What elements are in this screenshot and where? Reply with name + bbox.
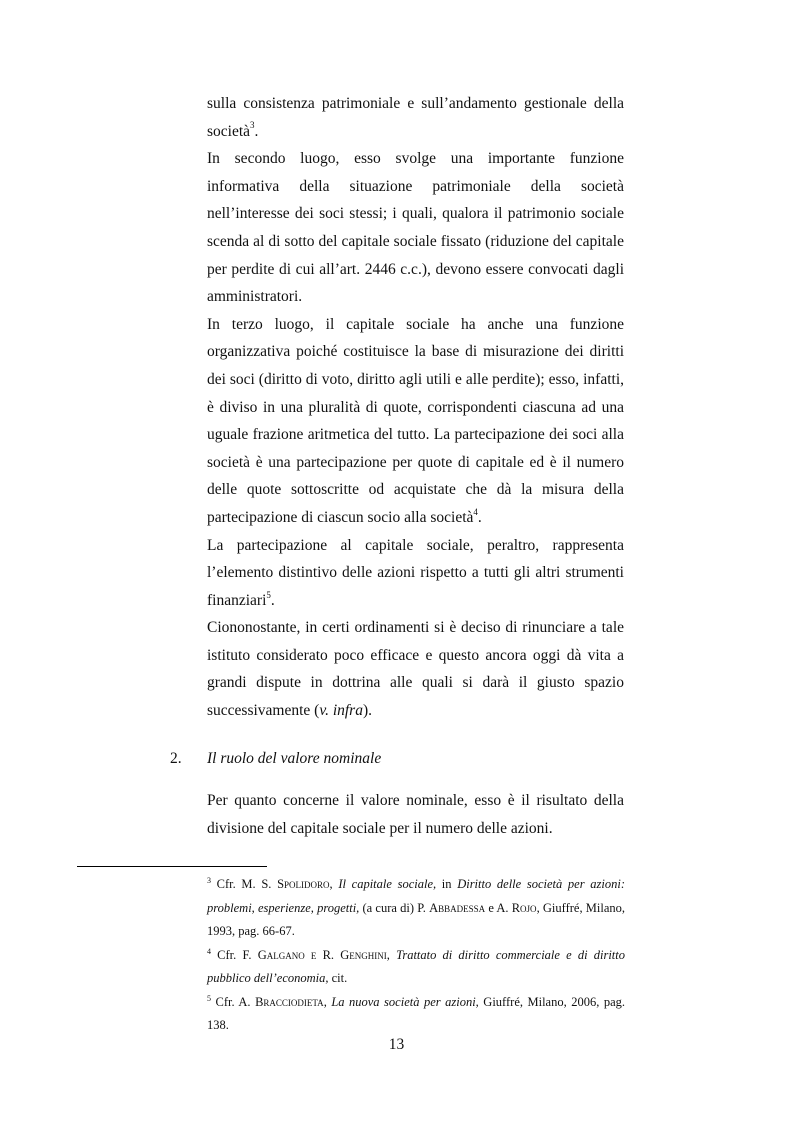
footnote-divider: [77, 866, 267, 867]
paragraph-text: In terzo luogo, il capitale sociale ha anche una funzione organizzativa poiché costituisce la base di misurazione dei diritti dei soci (diritto di voto, diritto agli utili e alle perdite); esso, infatti, è diviso in una pluralità di quote, corrispondenti ciascuna ad una uguale frazione aritmetica del tutto. La partecipazione dei soci alla società è una partecipazione per quote di capitale ed è il numero delle quote sottoscritte od acquistate che dà la misura della partecipazione di ciascun socio alla società: [207, 315, 624, 526]
footnote-title: La nuova società per azioni,: [331, 994, 479, 1009]
paragraph-continuation: [207, 90, 624, 145]
footnote-text: R.: [316, 947, 341, 962]
footnote-author: Bracciodieta: [255, 994, 324, 1009]
footnote-number: 5: [207, 993, 211, 1003]
footnote-text: Cfr. M. S.: [211, 877, 278, 891]
footnote-text: (a cura di) P.: [359, 900, 430, 915]
footnote-text: in: [436, 877, 458, 891]
paragraph-section-intro: Per quanto concerne il valore nominale, esso è il risultato della divisione del capitale sociale per il numero delle azioni.: [207, 792, 624, 837]
paragraph-end: ).: [362, 702, 373, 720]
footnote-number: 4: [207, 946, 211, 956]
paragraph-fifth: [207, 614, 624, 724]
footnote-text: ,: [386, 947, 397, 962]
footnote-text: Cfr. F.: [211, 947, 258, 962]
footnote-title: Trattato di diritto commerciale e di diritto pubblico dell’economia,: [207, 947, 625, 985]
footnote-ref-4[interactable]: 4: [473, 506, 478, 517]
page-number: 13: [388, 1036, 405, 1053]
paragraph-end: .: [254, 122, 259, 140]
footnote-author: Spolidoro: [277, 877, 330, 891]
footnote-text: ,: [329, 877, 339, 891]
footnote-text: Cfr. A.: [211, 994, 256, 1009]
footnote-text: cit.: [328, 971, 348, 985]
paragraph-text: La partecipazione al capitale sociale, peraltro, rappresenta l’elemento distintivo delle azioni rispetto a tutti gli altri strumenti finanziari: [207, 536, 624, 609]
paragraph-end: .: [477, 508, 482, 526]
footnotes: [207, 873, 625, 1038]
footnote-author: Genghini: [340, 947, 387, 962]
paragraph-text: sulla consistenza patrimoniale e sull’andamento gestionale della società: [207, 95, 624, 140]
footnote-5: [207, 991, 625, 1038]
paragraph-text: Ciononostante, in certi ordinamenti si è deciso di rinunciare a tale istituto considerato poco efficace e questo ancora oggi dà vita a grandi dispute in dottrina alle quali si darà il giusto spazio successivamente (: [207, 619, 624, 720]
section-body: [207, 787, 624, 842]
footnote-editor: Rojo: [511, 900, 537, 915]
footnote-work: Diritto delle società per azioni: problemi, esperienze, progetti,: [207, 877, 625, 915]
footnote-text: ,: [323, 994, 332, 1009]
footnote-ref-5[interactable]: 5: [266, 589, 271, 600]
section-number: 2.: [170, 750, 182, 767]
paragraph-end: .: [270, 591, 275, 609]
footnote-text: e A.: [485, 900, 512, 915]
footnote-text: Giuffré, Milano, 2006, pag. 138.: [207, 994, 626, 1032]
footnote-ref-3[interactable]: 3: [250, 120, 255, 131]
footnote-author: Galgano e: [257, 947, 317, 962]
footnote-4: [207, 944, 625, 991]
footnote-title: Il capitale sociale,: [338, 877, 437, 891]
paragraph-third: [207, 311, 624, 532]
section-title: Il ruolo del valore nominale: [207, 750, 382, 767]
paragraph-fourth: [207, 532, 624, 615]
footnote-3: [207, 873, 625, 944]
footnote-number: 3: [207, 875, 211, 885]
body-text: [207, 90, 624, 725]
footnote-editor: Abbadessa: [429, 900, 486, 915]
footnote-text: , Giuffré, Milano, 1993, pag. 66-67.: [207, 900, 625, 938]
italic-reference: v. infra: [319, 702, 363, 720]
paragraph-second: In secondo luogo, esso svolge una importante funzione informativa della situazione patrimoniale della società nell’interesse dei soci stessi; i quali, qualora il patrimonio sociale scenda al di sotto del capitale sociale fissato (riduzione del capitale per perdite di cui all’art. 2446 c.c.), devono essere convocati dagli amministratori.: [207, 150, 624, 306]
